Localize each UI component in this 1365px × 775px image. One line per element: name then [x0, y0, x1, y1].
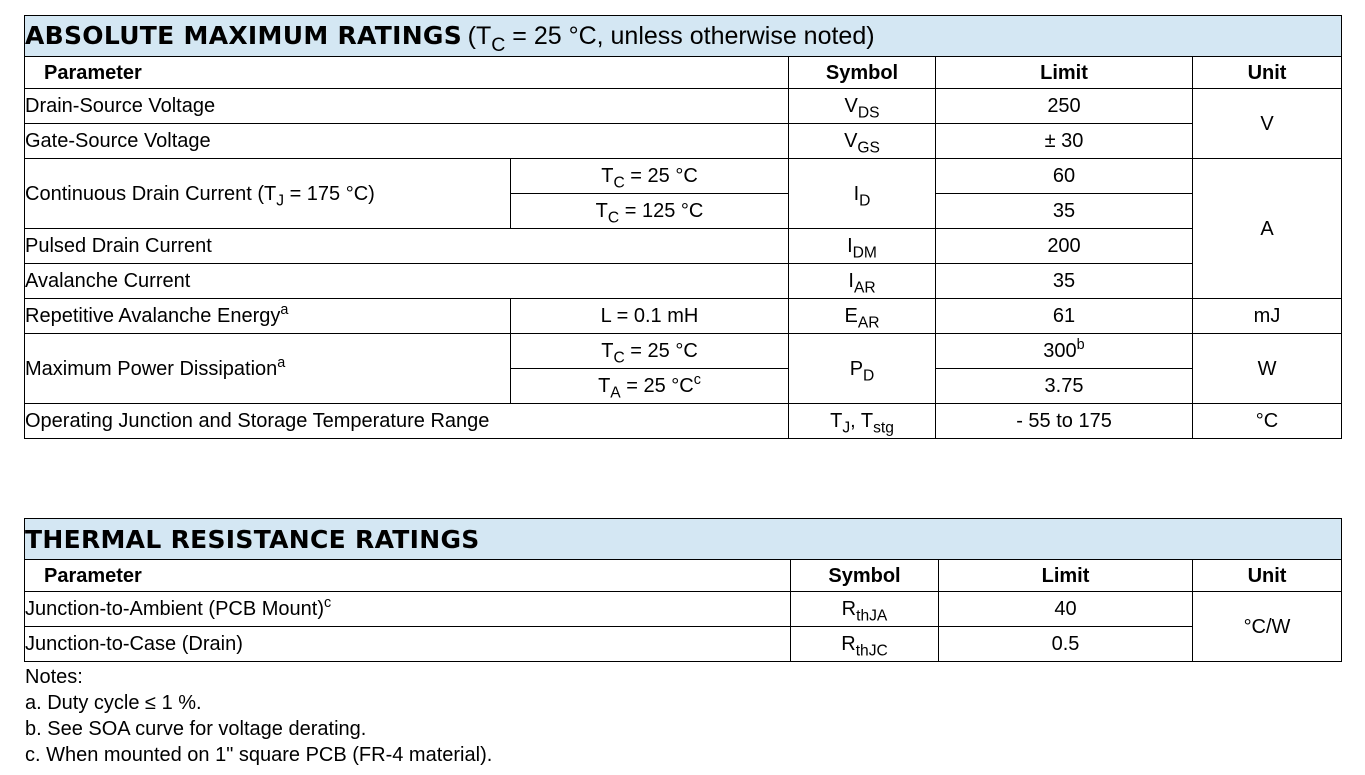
abs-max-condition: ($T_C = 25$ °C, unless otherwise noted): [467, 22, 875, 56]
param-junction-to-ambient: Junction-to-Ambient (PCB Mount)$^c$: [25, 592, 791, 627]
table-row: [25, 627, 1342, 662]
param-operating-temperature: Operating Junction and Storage Temperature Range: [25, 404, 789, 439]
table-row: [25, 264, 1342, 299]
symbol-rthjc: $R_{thJC}$: [791, 627, 939, 662]
limit-pd-1: 300$^b$: [936, 334, 1193, 369]
limit-rthja: 40: [939, 592, 1193, 627]
param-gate-source-voltage: Gate-Source Voltage: [25, 124, 789, 159]
table-row: [25, 334, 1342, 369]
header-symbol: Symbol: [789, 57, 936, 89]
cond-pd-tc25: $T_C = 25$ °C: [511, 334, 789, 369]
abs-max-title-cell: [25, 16, 1342, 57]
param-pulsed-drain-current: Pulsed Drain Current: [25, 229, 789, 264]
header-parameter: Parameter: [25, 560, 791, 592]
table-row: [25, 159, 1342, 194]
header-unit: Unit: [1193, 57, 1342, 89]
cond-pd-ta25: $T_A = 25$ $^\circ C^c$: [511, 369, 789, 404]
limit-iar: 35: [936, 264, 1193, 299]
param-continuous-drain-current: Continuous Drain Current ($T_J = 175$ °C): [25, 159, 511, 229]
notes-heading: Notes:: [25, 666, 83, 688]
symbol-vds: $V_{DS}$: [789, 89, 936, 124]
limit-id-2: 35: [936, 194, 1193, 229]
thermal-resistance-ratings-table: [24, 518, 1342, 662]
table-row: [25, 124, 1342, 159]
note-a: a. Duty cycle ≤ 1 %.: [25, 692, 202, 714]
cond-id-tc25: $T_C = 25$ °C: [511, 159, 789, 194]
param-max-power-dissipation: Maximum Power Dissipation$^a$: [25, 334, 511, 404]
symbol-pd: $P_D$: [789, 334, 936, 404]
symbol-rthja: $R_{thJA}$: [791, 592, 939, 627]
notes-section: [25, 664, 492, 768]
table-row: [25, 299, 1342, 334]
symbol-temp: $T_J$, $T_{stg}$: [789, 404, 936, 439]
table-row: [25, 89, 1342, 124]
limit-vgs: ± 30: [936, 124, 1193, 159]
absolute-maximum-ratings-table: [24, 15, 1342, 439]
symbol-ear: $E_{AR}$: [789, 299, 936, 334]
cond-ear: L = 0.1 mH: [511, 299, 789, 334]
limit-id-1: 60: [936, 159, 1193, 194]
symbol-id: $I_D$: [789, 159, 936, 229]
symbol-vgs: $V_{GS}$: [789, 124, 936, 159]
table-row: [25, 404, 1342, 439]
limit-rthjc: 0.5: [939, 627, 1193, 662]
table-row: [25, 592, 1342, 627]
note-c: c. When mounted on 1" square PCB (FR-4 material).: [25, 744, 493, 766]
header-symbol: Symbol: [791, 560, 939, 592]
header-parameter: Parameter: [25, 57, 789, 89]
cond-id-tc125: $T_C = 125$ °C: [511, 194, 789, 229]
table-row: [25, 229, 1342, 264]
thermal-title: THERMAL RESISTANCE RATINGS: [25, 524, 480, 554]
header-limit: Limit: [939, 560, 1193, 592]
unit-pd: W: [1193, 334, 1342, 404]
unit-temp: °C: [1193, 404, 1342, 439]
limit-pd-2: 3.75: [936, 369, 1193, 404]
limit-temp: - 55 to 175: [936, 404, 1193, 439]
thermal-title-cell: [25, 519, 1342, 560]
header-unit: Unit: [1193, 560, 1342, 592]
param-repetitive-avalanche-energy: Repetitive Avalanche Energy$^a$: [25, 299, 511, 334]
limit-vds: 250: [936, 89, 1193, 124]
symbol-idm: $I_{DM}$: [789, 229, 936, 264]
unit-volt: V: [1193, 89, 1342, 159]
limit-idm: 200: [936, 229, 1193, 264]
limit-ear: 61: [936, 299, 1193, 334]
note-b: b. See SOA curve for voltage derating.: [25, 718, 367, 740]
param-drain-source-voltage: Drain-Source Voltage: [25, 89, 789, 124]
unit-amp: A: [1193, 159, 1342, 299]
symbol-iar: $I_{AR}$: [789, 264, 936, 299]
param-junction-to-case: Junction-to-Case (Drain): [25, 627, 791, 662]
header-limit: Limit: [936, 57, 1193, 89]
unit-ear: mJ: [1193, 299, 1342, 334]
unit-thermal: °C/W: [1193, 592, 1342, 662]
abs-max-title: ABSOLUTE MAXIMUM RATINGS: [25, 21, 463, 50]
param-avalanche-current: Avalanche Current: [25, 264, 789, 299]
